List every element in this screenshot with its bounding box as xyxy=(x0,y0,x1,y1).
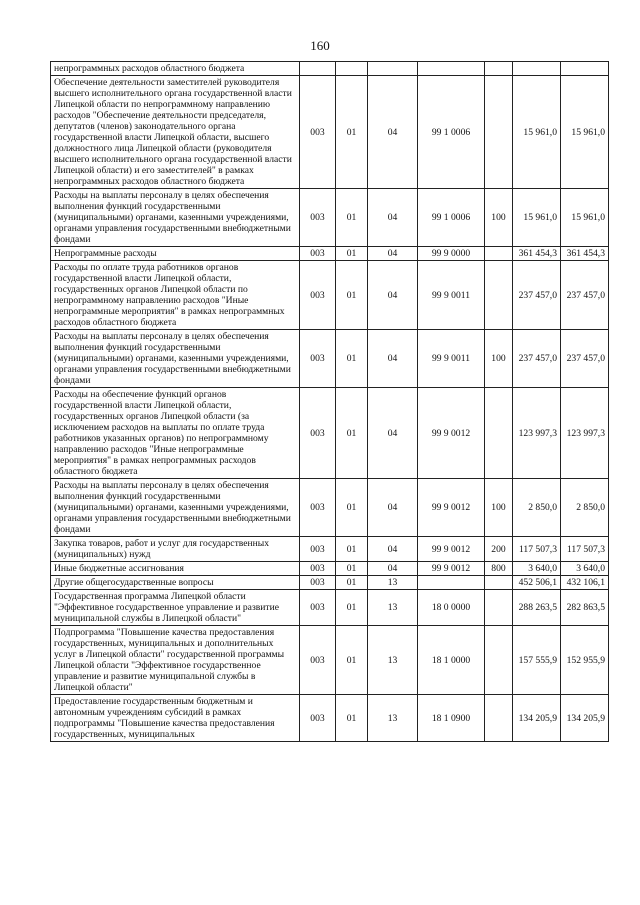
expense-type-cell xyxy=(485,576,513,590)
amount-year1-cell: 15 961,0 xyxy=(513,76,561,189)
amount-year1-cell xyxy=(513,62,561,76)
amount-year2-cell: 432 106,1 xyxy=(561,576,609,590)
table-row xyxy=(51,330,609,388)
expense-type-cell xyxy=(485,626,513,695)
target-article-cell xyxy=(418,576,485,590)
amount-year2-cell: 282 863,5 xyxy=(561,590,609,626)
amount-year1-cell: 123 997,3 xyxy=(513,388,561,479)
amount-year1-cell: 2 850,0 xyxy=(513,479,561,537)
section-code-cell: 01 xyxy=(336,189,368,247)
amount-year2-cell: 361 454,3 xyxy=(561,247,609,261)
section-code-cell: 01 xyxy=(336,76,368,189)
target-article-cell: 99 9 0011 xyxy=(418,330,485,388)
row-name-cell: Обеспечение деятельности заместителей руководителя высшего исполнительного органа государственной власти Липецкой области по непрограммному направлению расходов "Обеспечение деятельности председателя, депутатов (членов) законодательного органа государственной власти Липецкой области, высшего должностного лица Липецкой области (руководителя высшего исполнительного органа государственной власти Липецкой области) и его заместителей" в рамках непрограммных расходов областного бюджета xyxy=(51,76,300,189)
amount-year1-cell: 117 507,3 xyxy=(513,537,561,562)
section-code-cell: 01 xyxy=(336,247,368,261)
subsection-code-cell: 04 xyxy=(368,261,418,330)
expense-type-cell: 100 xyxy=(485,189,513,247)
ministry-code-cell: 003 xyxy=(300,479,336,537)
ministry-code-cell: 003 xyxy=(300,537,336,562)
table-row xyxy=(51,261,609,330)
amount-year2-cell: 15 961,0 xyxy=(561,76,609,189)
expense-type-cell xyxy=(485,247,513,261)
table-row xyxy=(51,537,609,562)
amount-year1-cell: 452 506,1 xyxy=(513,576,561,590)
target-article-cell: 18 1 0900 xyxy=(418,695,485,742)
budget-table xyxy=(50,61,609,742)
expense-type-cell: 200 xyxy=(485,537,513,562)
ministry-code-cell: 003 xyxy=(300,189,336,247)
target-article-cell: 18 1 0000 xyxy=(418,626,485,695)
expense-type-cell xyxy=(485,590,513,626)
amount-year1-cell: 157 555,9 xyxy=(513,626,561,695)
expense-type-cell xyxy=(485,388,513,479)
amount-year2-cell: 134 205,9 xyxy=(561,695,609,742)
expense-type-cell: 800 xyxy=(485,562,513,576)
target-article-cell: 99 9 0000 xyxy=(418,247,485,261)
amount-year1-cell: 361 454,3 xyxy=(513,247,561,261)
subsection-code-cell: 04 xyxy=(368,189,418,247)
target-article-cell: 99 1 0006 xyxy=(418,189,485,247)
table-row xyxy=(51,479,609,537)
subsection-code-cell: 13 xyxy=(368,590,418,626)
amount-year2-cell: 2 850,0 xyxy=(561,479,609,537)
amount-year2-cell: 152 955,9 xyxy=(561,626,609,695)
ministry-code-cell: 003 xyxy=(300,247,336,261)
table-row xyxy=(51,576,609,590)
target-article-cell: 18 0 0000 xyxy=(418,590,485,626)
subsection-code-cell: 04 xyxy=(368,76,418,189)
ministry-code-cell: 003 xyxy=(300,388,336,479)
row-name-cell: Расходы на обеспечение функций органов государственной власти Липецкой области, государственных органов Липецкой области (за исключением расходов на выплаты по оплате труда работников указанных органов) по непрограммному направлению расходов "Иные непрограммные мероприятия" в рамках непрограммных расходов областного бюджета xyxy=(51,388,300,479)
row-name-cell: Расходы на выплаты персоналу в целях обеспечения выполнения функций государственными (муниципальными) органами, казенными учреждениями, органами управления государственными внебюджетными фондами xyxy=(51,189,300,247)
subsection-code-cell: 04 xyxy=(368,388,418,479)
table-row xyxy=(51,626,609,695)
table-row xyxy=(51,62,609,76)
subsection-code-cell: 04 xyxy=(368,537,418,562)
section-code-cell: 01 xyxy=(336,626,368,695)
ministry-code-cell: 003 xyxy=(300,261,336,330)
amount-year2-cell: 15 961,0 xyxy=(561,189,609,247)
expense-type-cell: 100 xyxy=(485,330,513,388)
ministry-code-cell: 003 xyxy=(300,590,336,626)
row-name-cell: Расходы на выплаты персоналу в целях обеспечения выполнения функций государственными (муниципальными) органами, казенными учреждениями, органами управления государственными внебюджетными фондами xyxy=(51,479,300,537)
section-code-cell: 01 xyxy=(336,576,368,590)
amount-year1-cell: 3 640,0 xyxy=(513,562,561,576)
expense-type-cell xyxy=(485,261,513,330)
target-article-cell: 99 9 0012 xyxy=(418,388,485,479)
ministry-code-cell: 003 xyxy=(300,626,336,695)
expense-type-cell xyxy=(485,76,513,189)
table-row xyxy=(51,189,609,247)
amount-year2-cell: 123 997,3 xyxy=(561,388,609,479)
subsection-code-cell xyxy=(368,62,418,76)
row-name-cell: непрограммных расходов областного бюджета xyxy=(51,62,300,76)
amount-year1-cell: 15 961,0 xyxy=(513,189,561,247)
row-name-cell: Подпрограмма "Повышение качества предоставления государственных, муниципальных и дополнительных услуг в Липецкой области" государственной программы Липецкой области "Эффективное государственное управление и развитие муниципальной службы в Липецкой области" xyxy=(51,626,300,695)
table-row xyxy=(51,76,609,189)
target-article-cell: 99 9 0011 xyxy=(418,261,485,330)
section-code-cell: 01 xyxy=(336,261,368,330)
ministry-code-cell: 003 xyxy=(300,695,336,742)
amount-year1-cell: 237 457,0 xyxy=(513,330,561,388)
section-code-cell: 01 xyxy=(336,479,368,537)
table-row xyxy=(51,388,609,479)
amount-year2-cell: 117 507,3 xyxy=(561,537,609,562)
amount-year1-cell: 288 263,5 xyxy=(513,590,561,626)
subsection-code-cell: 04 xyxy=(368,562,418,576)
ministry-code-cell: 003 xyxy=(300,330,336,388)
target-article-cell: 99 1 0006 xyxy=(418,76,485,189)
row-name-cell: Государственная программа Липецкой области "Эффективное государственное управление и развитие муниципальной службы в Липецкой области" xyxy=(51,590,300,626)
amount-year2-cell: 3 640,0 xyxy=(561,562,609,576)
section-code-cell: 01 xyxy=(336,590,368,626)
target-article-cell: 99 9 0012 xyxy=(418,562,485,576)
expense-type-cell xyxy=(485,62,513,76)
section-code-cell: 01 xyxy=(336,388,368,479)
target-article-cell: 99 9 0012 xyxy=(418,479,485,537)
section-code-cell: 01 xyxy=(336,537,368,562)
ministry-code-cell: 003 xyxy=(300,562,336,576)
section-code-cell: 01 xyxy=(336,562,368,576)
table-row xyxy=(51,695,609,742)
expense-type-cell xyxy=(485,695,513,742)
subsection-code-cell: 13 xyxy=(368,576,418,590)
row-name-cell: Расходы на выплаты персоналу в целях обеспечения выполнения функций государственными (муниципальными) органами, казенными учреждениями, органами управления государственными внебюджетными фондами xyxy=(51,330,300,388)
subsection-code-cell: 04 xyxy=(368,247,418,261)
table-row xyxy=(51,590,609,626)
amount-year1-cell: 134 205,9 xyxy=(513,695,561,742)
amount-year1-cell: 237 457,0 xyxy=(513,261,561,330)
row-name-cell: Расходы по оплате труда работников органов государственной власти Липецкой области, государственных органов Липецкой области по непрограммному направлению расходов "Иные непрограммные мероприятия" в рамках непрограммных расходов областного бюджета xyxy=(51,261,300,330)
page-number: 160 xyxy=(310,38,330,53)
row-name-cell: Непрограммные расходы xyxy=(51,247,300,261)
amount-year2-cell: 237 457,0 xyxy=(561,330,609,388)
row-name-cell: Предоставление государственным бюджетным и автономным учреждениям субсидий в рамках подпрограммы "Повышение качества предоставления государственных, муниципальных xyxy=(51,695,300,742)
section-code-cell: 01 xyxy=(336,695,368,742)
section-code-cell xyxy=(336,62,368,76)
subsection-code-cell: 04 xyxy=(368,479,418,537)
amount-year2-cell: 237 457,0 xyxy=(561,261,609,330)
budget-table-body xyxy=(51,62,609,742)
subsection-code-cell: 04 xyxy=(368,330,418,388)
target-article-cell: 99 9 0012 xyxy=(418,537,485,562)
ministry-code-cell xyxy=(300,62,336,76)
subsection-code-cell: 13 xyxy=(368,695,418,742)
section-code-cell: 01 xyxy=(336,330,368,388)
amount-year2-cell xyxy=(561,62,609,76)
expense-type-cell: 100 xyxy=(485,479,513,537)
ministry-code-cell: 003 xyxy=(300,76,336,189)
target-article-cell xyxy=(418,62,485,76)
row-name-cell: Другие общегосударственные вопросы xyxy=(51,576,300,590)
table-row xyxy=(51,247,609,261)
ministry-code-cell: 003 xyxy=(300,576,336,590)
row-name-cell: Иные бюджетные ассигнования xyxy=(51,562,300,576)
row-name-cell: Закупка товаров, работ и услуг для государственных (муниципальных) нужд xyxy=(51,537,300,562)
table-row xyxy=(51,562,609,576)
subsection-code-cell: 13 xyxy=(368,626,418,695)
